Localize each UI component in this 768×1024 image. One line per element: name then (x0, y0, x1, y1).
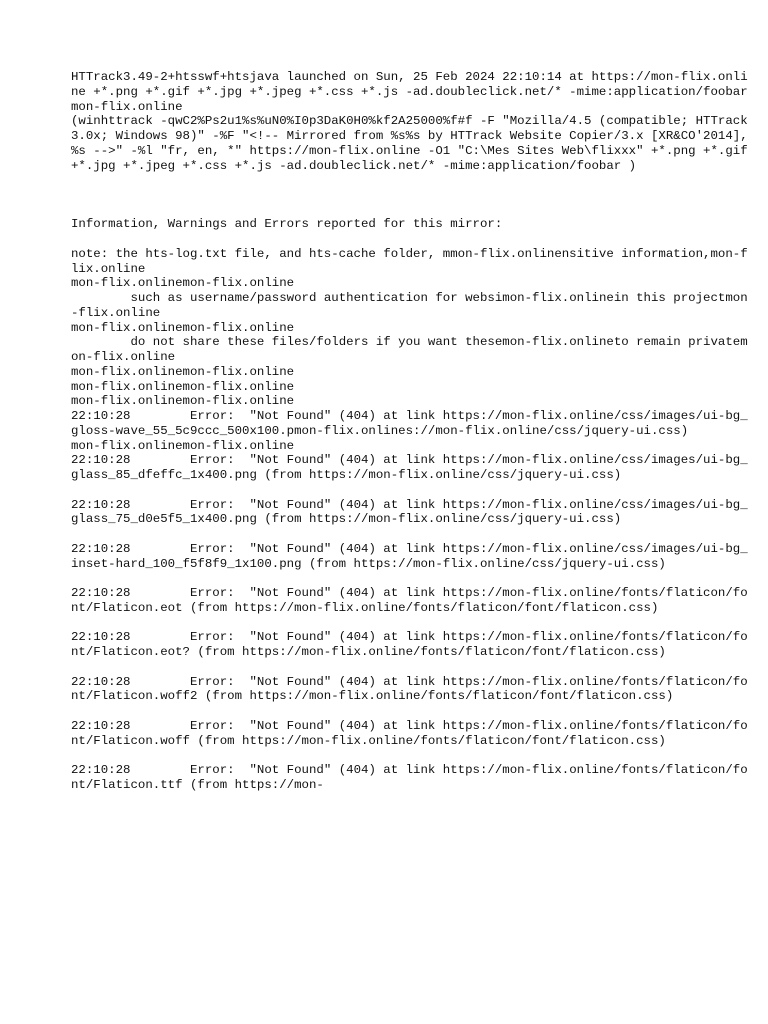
note-line: mon-flix.onlinemon-flix.online (71, 320, 295, 335)
error-entry: 22:10:28 Error: "Not Found" (404) at link https://mon-flix.online/css/images/ui-bg_gloss-wave_55_5c9ccc_500x100.pmon-flix.onlines://mon-flix.online/css/jquery-ui.css) mon-flix.onlinemon-flix.online (71, 409, 748, 453)
error-entry: 22:10:28 Error: "Not Found" (404) at link https://mon-flix.online/css/images/ui-bg_glass_75_d0e5f5_1x400.png (from https://mon-flix.online/css/jquery-ui.css) (71, 497, 748, 527)
spacer (71, 571, 751, 586)
spacer (71, 748, 751, 763)
note-line: mon-flix.onlinemon-flix.online (71, 394, 295, 409)
note-line: note: the hts-log.txt file, and hts-cache folder, mmon-flix.onlinensitive information,mon-flix.online (71, 246, 748, 276)
log-document (71, 70, 756, 793)
note-line: do not share these files/folders if you want thesemon-flix.onlineto remain privatemon-flix.online (71, 335, 748, 364)
spacer (71, 660, 751, 675)
note-line: such as username/password authentication for websimon-flix.onlinein this projectmon-flix.online (71, 291, 748, 320)
spacer (71, 483, 751, 498)
error-entry: 22:10:28 Error: "Not Found" (404) at link https://mon-flix.online/fonts/flaticon/font/Flaticon.ttf (from https://mon- (71, 763, 748, 792)
note-line: mon-flix.onlinemon-flix.online (71, 379, 295, 394)
command-line: (winhttrack -qwC2%Ps2u1%s%uN0%I0p3DaK0H0%kf2A25000%f#f -F "Mozilla/4.5 (compatible; HTTrack 3.0x; Windows 98)" -%F "<!-- Mirrored from %s%s by HTTrack Website Copier/3.x [XR&CO'2014], %s -->" -%l "fr, en, *" https://mon-flix.online -O1 "C:\Mes Sites Web\flixxx" +*.png +*.gif +*.jpg +*.jpeg +*.css +*.js -ad.doubleclick.net/* -mime:application/foobar ) (71, 114, 756, 173)
site-name: mon-flix.online (71, 99, 183, 114)
spacer (71, 173, 751, 217)
error-entry: 22:10:28 Error: "Not Found" (404) at link https://mon-flix.online/fonts/flaticon/font/Flaticon.woff (from https://mon-flix.online/fonts/flaticon/font/flaticon.css) (71, 718, 748, 748)
spacer (71, 527, 751, 542)
error-entry: 22:10:28 Error: "Not Found" (404) at link https://mon-flix.online/fonts/flaticon/font/Flaticon.woff2 (from https://mon-flix.online/fonts/flaticon/font/flaticon.css) (71, 674, 748, 704)
error-entry: 22:10:28 Error: "Not Found" (404) at link https://mon-flix.online/fonts/flaticon/font/Flaticon.eot? (from https://mon-flix.online/fonts/flaticon/font/flaticon.css) (71, 630, 748, 659)
spacer (71, 232, 751, 247)
spacer (71, 616, 751, 631)
launch-line: HTTrack3.49-2+htsswf+htsjava launched on Sun, 25 Feb 2024 22:10:14 at https://mon-flix.online +*.png +*.gif +*.jpg +*.jpeg +*.css +*.js -ad.doubleclick.net/* -mime:application/foobar (71, 70, 748, 99)
error-entry: 22:10:28 Error: "Not Found" (404) at link https://mon-flix.online/fonts/flaticon/font/Flaticon.eot (from https://mon-flix.online/fonts/flaticon/font/flaticon.css) (71, 586, 748, 615)
note-line: mon-flix.onlinemon-flix.online (71, 276, 295, 291)
note-line: mon-flix.onlinemon-flix.online (71, 364, 295, 379)
error-entry: 22:10:28 Error: "Not Found" (404) at link https://mon-flix.online/css/images/ui-bg_glass_85_dfeffc_1x400.png (from https://mon-flix.online/css/jquery-ui.css) (71, 453, 748, 482)
error-entry: 22:10:28 Error: "Not Found" (404) at link https://mon-flix.online/css/images/ui-bg_inset-hard_100_f5f8f9_1x100.png (from https://mon-flix.online/css/jquery-ui.css) (71, 541, 748, 571)
spacer (71, 704, 751, 719)
info-heading: Information, Warnings and Errors reported for this mirror: (71, 217, 503, 232)
